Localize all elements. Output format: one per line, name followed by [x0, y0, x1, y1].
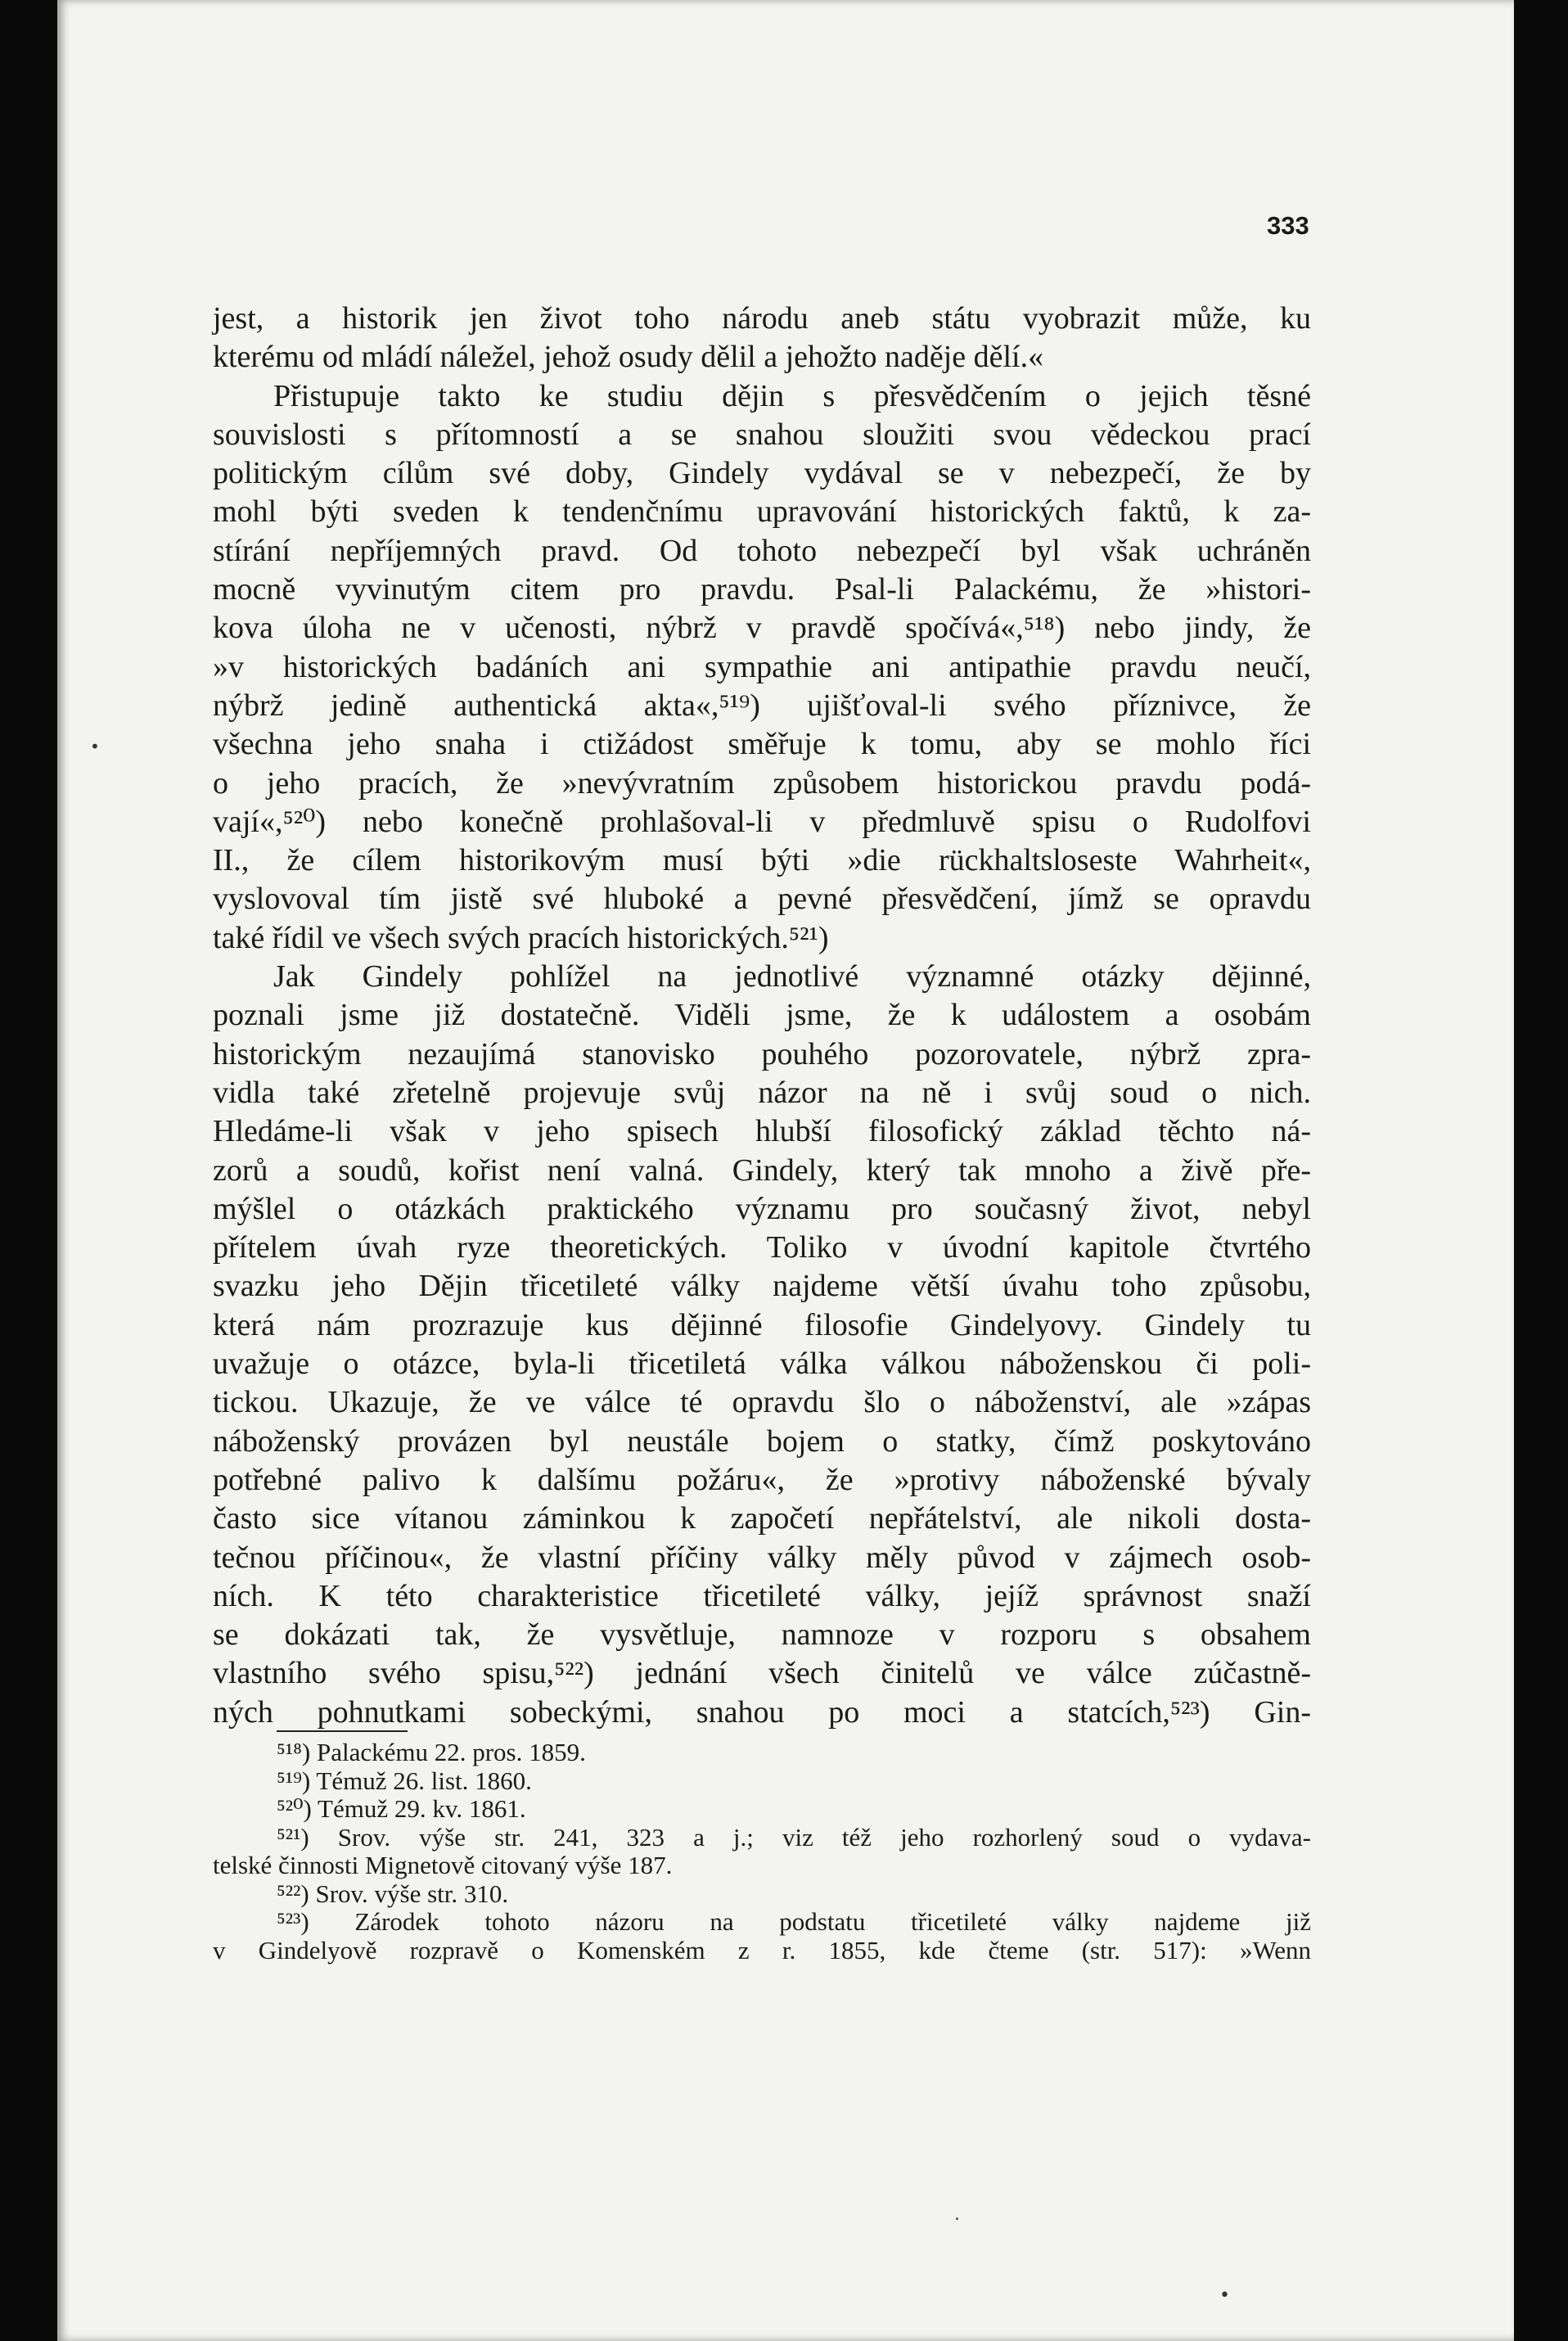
body-line: kova úloha ne v učenosti, nýbrž v pravdě spočívá«,⁵¹⁸) nebo jindy, že: [213, 611, 1311, 646]
body-line: vlastního svého spisu,⁵²²) jednání všech činitelů ve válce zúčastně-: [213, 1656, 1311, 1691]
body-line: »v historických badáních ani sympathie ani antipathie pravdu neučí,: [213, 649, 1311, 684]
scan-speck-icon: •: [90, 737, 100, 756]
body-line: také řídil ve všech svých pracích historických.⁵²¹): [213, 920, 829, 955]
body-line: II., že cílem historikovým musí býti »die rückhaltsloseste Wahrheit«,: [213, 843, 1311, 878]
body-line: mohl býti sveden k tendenčnímu upravování historických faktů, k za-: [213, 494, 1311, 530]
scan-speck-icon: ‧: [954, 2210, 960, 2230]
body-line: Jak Gindely pohlížel na jednotlivé významné otázky dějinné,: [273, 959, 1311, 995]
body-line: kterému od mládí náležel, jehož osudy dělil a jehožto naděje dělí.«: [213, 340, 1044, 375]
footnote: ⁵¹⁹) Témuž 26. list. 1860.: [277, 1766, 532, 1795]
body-line: nýbrž jedině authentická akta«,⁵¹⁹) ujišťoval-li svého příznivce, že: [213, 688, 1311, 723]
body-line: Hledáme-li však v jeho spisech hlubší filosofický základ těchto ná-: [213, 1114, 1311, 1149]
scan-speck-icon: •: [1219, 2285, 1230, 2306]
body-line: mocně vyvinutým citem pro pravdu. Psal-li Palackému, že »histori-: [213, 572, 1311, 607]
body-line: vyslovoval tím jistě své hluboké a pevné přesvědčení, jímž se opravdu: [213, 882, 1311, 917]
body-line: náboženský provázen byl neustále bojem o statky, čímž poskytováno: [213, 1423, 1311, 1459]
body-line: historickým nezaujímá stanovisko pouhého pozorovatele, nýbrž zpra-: [213, 1036, 1311, 1071]
footnote: ⁵¹⁸) Palackému 22. pros. 1859.: [277, 1738, 586, 1766]
body-line: jest, a historik jen život toho národu aneb státu vyobrazit může, ku: [213, 301, 1311, 336]
body-line: potřebné palivo k dalšímu požáru«, že »protivy náboženské bývaly: [213, 1462, 1311, 1497]
page-number: 333: [1267, 211, 1309, 240]
body-line: všechna jeho snaha i ctižádost směřuje k tomu, aby se mohlo říci: [213, 727, 1311, 762]
body-line: tečnou příčinou«, že vlastní příčiny války měly původ v zájmech osob-: [213, 1540, 1311, 1575]
body-line: vají«,⁵²⁰) nebo konečně prohlašoval-li v předmluvě spisu o Rudolfovi: [213, 804, 1311, 839]
footnote: ⁵²²) Srov. výše str. 310.: [277, 1879, 509, 1908]
book-page: [57, 0, 1514, 2341]
body-line: Přistupuje takto ke studiu dějin s přesvědčením o jejich těsné: [273, 378, 1311, 413]
body-line: ních. K této charakteristice třicetileté války, jejíž správnost snaží: [213, 1578, 1311, 1613]
footnote-separator: [277, 1730, 408, 1732]
body-line: ných pohnutkami sobeckými, snahou po moci a statcích,⁵²³) Gin-: [213, 1694, 1311, 1730]
footnote: ⁵²³) Zárodek tohoto názoru na podstatu třicetileté války najdeme již: [277, 1907, 1311, 1936]
body-line: svazku jeho Dějin třicetileté války najdeme větší úvahu toho způsobu,: [213, 1269, 1311, 1304]
body-line: často sice vítanou záminkou k započetí nepřátelství, ale nikoli dosta-: [213, 1501, 1311, 1536]
body-line: přítelem úvah ryze theoretických. Toliko v úvodní kapitole čtvrtého: [213, 1230, 1311, 1265]
body-line: uvažuje o otázce, byla-li třicetiletá válka válkou náboženskou či poli-: [213, 1346, 1311, 1382]
footnote-continuation: telské činnosti Mignetově citovaný výše 187.: [213, 1851, 673, 1879]
footnote: ⁵²⁰) Témuž 29. kv. 1861.: [277, 1794, 526, 1823]
body-line: vidla také zřetelně projevuje svůj názor na ně i svůj soud o nich.: [213, 1075, 1311, 1110]
body-line: stírání nepříjemných pravd. Od tohoto nebezpečí byl však uchráněn: [213, 533, 1311, 568]
body-line: souvislosti s přítomností a se snahou sloužiti svou vědeckou prací: [213, 417, 1311, 452]
footnotes: [213, 1739, 1311, 1964]
body-line: mýšlel o otázkách praktického významu pro současný život, nebyl: [213, 1191, 1311, 1226]
body-line: zorů a soudů, kořist není valná. Gindely, který tak mnoho a živě pře-: [213, 1152, 1311, 1188]
footnote: ⁵²¹) Srov. výše str. 241, 323 a j.; viz též jeho rozhorlený soud o vydava-: [277, 1822, 1311, 1852]
body-text: [213, 300, 1311, 1732]
footnote-continuation: v Gindelyově rozpravě o Komenském z r. 1855, kde čteme (str. 517): »Wenn: [213, 1935, 1311, 1964]
body-line: poznali jsme již dostatečně. Viděli jsme, že k událostem a osobám: [213, 998, 1311, 1033]
body-line: o jeho pracích, že »nevývratním způsobem historickou pravdu podá-: [213, 765, 1311, 801]
body-line: tickou. Ukazuje, že ve válce té opravdu šlo o náboženství, ale »zápas: [213, 1385, 1311, 1420]
body-line: se dokázati tak, že vysvětluje, namnoze v rozporu s obsahem: [213, 1617, 1311, 1653]
body-line: politickým cílům své doby, Gindely vydával se v nebezpečí, že by: [213, 456, 1311, 491]
body-line: která nám prozrazuje kus dějinné filosofie Gindelyovy. Gindely tu: [213, 1307, 1311, 1342]
